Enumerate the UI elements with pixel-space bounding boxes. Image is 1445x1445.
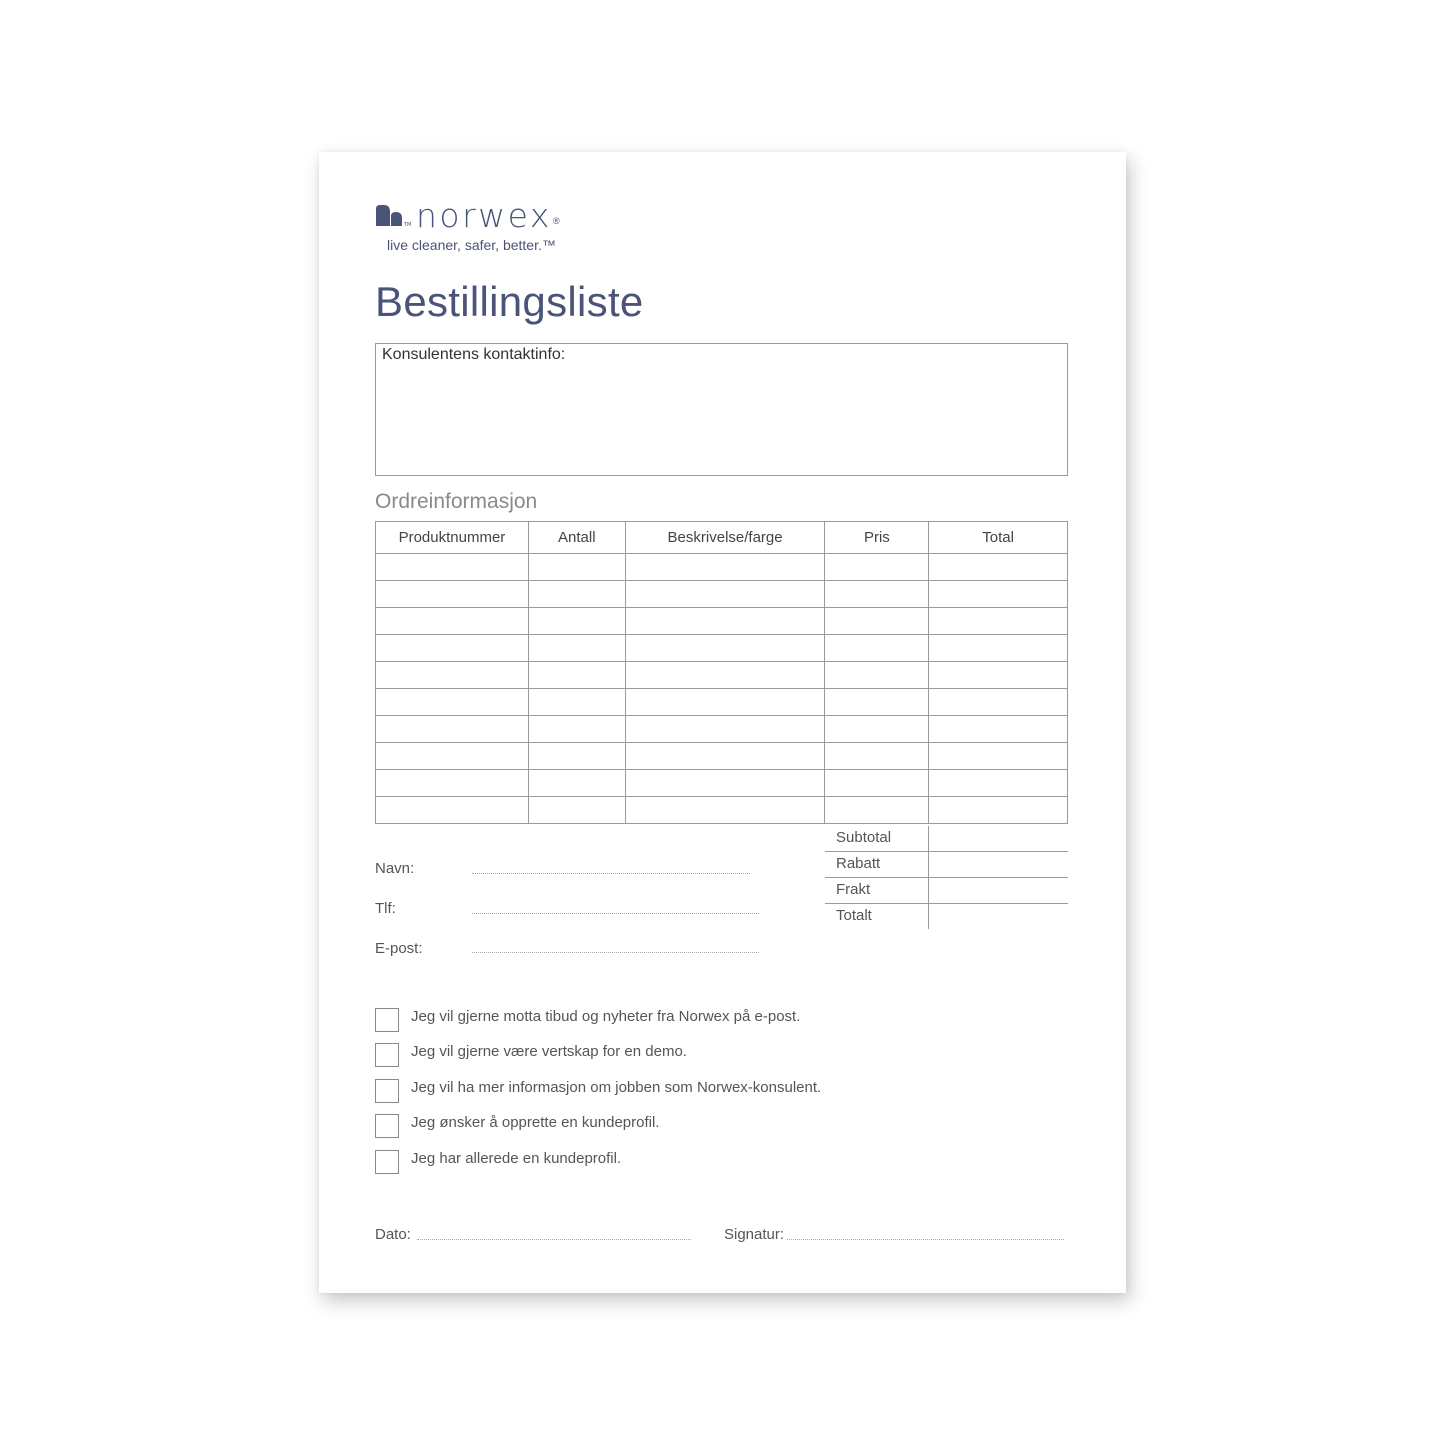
totals-divider	[928, 878, 929, 903]
order-cell[interactable]	[528, 581, 625, 608]
order-cell[interactable]	[376, 662, 529, 689]
order-cell[interactable]	[625, 608, 825, 635]
order-form-sheet	[319, 152, 1126, 1293]
consultant-contact-label: Konsulentens kontaktinfo:	[382, 346, 566, 363]
order-cell[interactable]	[376, 689, 529, 716]
order-table-header	[376, 522, 1068, 554]
totals-block	[825, 826, 1068, 929]
consultant-info-checkbox[interactable]	[375, 1079, 399, 1103]
newsletter-checkbox[interactable]	[375, 1008, 399, 1032]
order-cell[interactable]	[528, 608, 625, 635]
subtotal-row[interactable]	[825, 826, 1068, 852]
order-cell[interactable]	[929, 554, 1068, 581]
order-cell[interactable]	[625, 770, 825, 797]
order-cell[interactable]	[929, 581, 1068, 608]
order-row	[376, 635, 1068, 662]
order-cell[interactable]	[528, 770, 625, 797]
order-table	[375, 521, 1068, 824]
order-row	[376, 716, 1068, 743]
order-cell[interactable]	[929, 770, 1068, 797]
order-cell[interactable]	[528, 743, 625, 770]
order-cell[interactable]	[825, 554, 929, 581]
order-cell[interactable]	[929, 797, 1068, 824]
order-cell[interactable]	[376, 770, 529, 797]
shipping-label: Frakt	[836, 881, 871, 898]
order-cell[interactable]	[625, 581, 825, 608]
order-row	[376, 770, 1068, 797]
order-cell[interactable]	[825, 770, 929, 797]
order-row	[376, 743, 1068, 770]
column-header-quantity: Antall	[528, 522, 625, 554]
order-cell[interactable]	[376, 797, 529, 824]
order-table-body	[376, 554, 1068, 824]
order-cell[interactable]	[625, 662, 825, 689]
order-cell[interactable]	[625, 689, 825, 716]
grand-total-row[interactable]	[825, 904, 1068, 929]
order-cell[interactable]	[376, 635, 529, 662]
create-profile-checkbox-label: Jeg ønsker å opprette en kundeprofil.	[411, 1114, 660, 1131]
existing-profile-checkbox-label: Jeg har allerede en kundeprofil.	[411, 1150, 622, 1167]
column-header-description: Beskrivelse/farge	[625, 522, 825, 554]
order-row	[376, 689, 1068, 716]
trademark-label: TM	[404, 222, 412, 228]
order-cell[interactable]	[528, 716, 625, 743]
order-row	[376, 554, 1068, 581]
order-cell[interactable]	[929, 635, 1068, 662]
order-cell[interactable]	[825, 662, 929, 689]
order-cell[interactable]	[825, 743, 929, 770]
email-field[interactable]	[472, 952, 759, 953]
host-demo-checkbox[interactable]	[375, 1043, 399, 1067]
existing-profile-checkbox[interactable]	[375, 1150, 399, 1174]
discount-row[interactable]	[825, 852, 1068, 878]
consultant-contact-box[interactable]	[375, 343, 1068, 476]
date-field[interactable]	[417, 1239, 691, 1240]
discount-label: Rabatt	[836, 855, 881, 872]
phone-field[interactable]	[472, 913, 759, 914]
date-label: Dato:	[375, 1226, 411, 1243]
order-cell[interactable]	[825, 608, 929, 635]
order-cell[interactable]	[528, 554, 625, 581]
newsletter-checkbox-label: Jeg vil gjerne motta tibud og nyheter fra Norwex på e-post.	[411, 1008, 801, 1025]
logo-wordmark: norwex	[416, 196, 552, 235]
order-cell[interactable]	[929, 662, 1068, 689]
order-cell[interactable]	[528, 797, 625, 824]
name-field[interactable]	[472, 873, 750, 874]
signature-label: Signatur:	[724, 1226, 785, 1243]
host-demo-checkbox-label: Jeg vil gjerne være vertskap for en demo.	[411, 1043, 687, 1060]
order-row	[376, 581, 1068, 608]
totals-divider	[928, 826, 929, 851]
signature-field[interactable]	[787, 1239, 1064, 1240]
column-header-product-number: Produktnummer	[376, 522, 529, 554]
order-cell[interactable]	[528, 635, 625, 662]
consultant-info-checkbox-label: Jeg vil ha mer informasjon om jobben som Norwex-konsulent.	[411, 1079, 822, 1096]
order-cell[interactable]	[376, 554, 529, 581]
norwex-logo	[375, 196, 575, 262]
order-cell[interactable]	[825, 635, 929, 662]
order-cell[interactable]	[929, 716, 1068, 743]
subtotal-label: Subtotal	[836, 829, 892, 846]
order-row	[376, 797, 1068, 824]
page-title: Bestillingsliste	[375, 278, 644, 325]
name-label: Navn:	[375, 860, 415, 877]
grand-total-label: Totalt	[836, 907, 872, 924]
phone-label: Tlf:	[375, 900, 396, 917]
order-cell[interactable]	[825, 716, 929, 743]
totals-divider	[928, 852, 929, 877]
order-cell[interactable]	[625, 743, 825, 770]
email-label: E-post:	[375, 940, 423, 957]
shipping-row[interactable]	[825, 878, 1068, 904]
create-profile-checkbox[interactable]	[375, 1114, 399, 1138]
norwex-logo-mark-icon	[375, 204, 415, 230]
order-cell[interactable]	[376, 716, 529, 743]
totals-divider	[928, 904, 929, 929]
column-header-price: Pris	[825, 522, 929, 554]
order-cell[interactable]	[625, 716, 825, 743]
order-cell[interactable]	[376, 608, 529, 635]
order-cell[interactable]	[825, 581, 929, 608]
order-cell[interactable]	[376, 581, 529, 608]
order-cell[interactable]	[929, 608, 1068, 635]
order-cell[interactable]	[825, 797, 929, 824]
order-cell[interactable]	[625, 797, 825, 824]
order-cell[interactable]	[825, 689, 929, 716]
order-cell[interactable]	[528, 689, 625, 716]
column-header-total: Total	[929, 522, 1068, 554]
order-cell[interactable]	[625, 635, 825, 662]
order-row	[376, 662, 1068, 689]
order-section-title: Ordreinformasjon	[375, 490, 538, 513]
order-cell[interactable]	[929, 743, 1068, 770]
order-cell[interactable]	[376, 743, 529, 770]
logo-registered-mark: ®	[553, 216, 560, 226]
order-cell[interactable]	[929, 689, 1068, 716]
order-cell[interactable]	[528, 662, 625, 689]
order-cell[interactable]	[625, 554, 825, 581]
order-row	[376, 608, 1068, 635]
logo-tagline: live cleaner, safer, better.™	[387, 237, 556, 253]
